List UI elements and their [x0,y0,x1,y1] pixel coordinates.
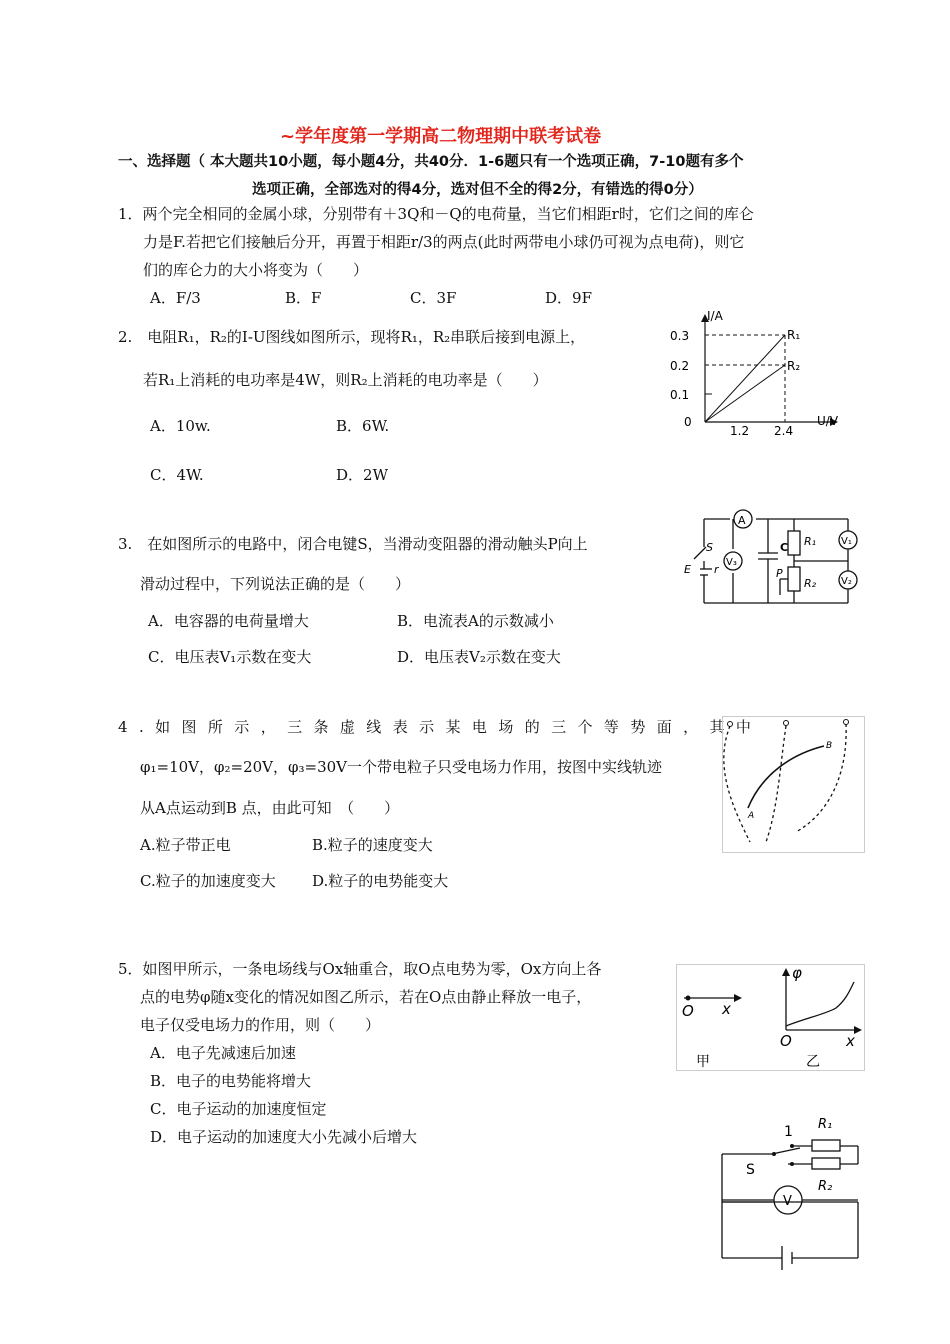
question-1-line2: 力是F.若把它们接触后分开，再置于相距r/3的两点(此时两带电小球仍可视为点电荷)，则它 [143,233,745,251]
y-axis-label: I/A [707,309,723,323]
option-c: C．电压表V₁示数在变大 [148,648,312,666]
iu-graph [660,308,850,440]
x-label-right: x [846,1032,855,1050]
option-a: A．电容器的电荷量增大 [148,612,309,630]
option-b: B．电子的电势能将增大 [150,1072,312,1090]
x-label-left: x [722,1000,731,1018]
option-b: B．电流表A的示数减小 [397,612,554,630]
origin-o-right: O [780,1032,792,1050]
option-c: C.粒子的加速度变大 [140,872,276,890]
question-1-line3: 们的库仑力的大小将变为（ ） [143,261,369,279]
option-a: A．F/3 [150,289,201,307]
option-b: B．F [285,289,322,307]
r2-label: R₂ [818,1179,833,1194]
switch-s-label: S [746,1162,755,1178]
emf-label: E [684,563,691,576]
option-d: D．2W [336,466,388,484]
circuit-diagram-6 [716,1108,866,1278]
potential-figure [676,964,866,1072]
origin-o-left: O [682,1002,694,1020]
origin-label: 0 [684,415,692,429]
question-5-line2: 点的电势φ随x变化的情况如图乙所示，若在O点由静止释放一电子， [140,988,592,1006]
p-label: P [776,567,783,580]
v2-label: V₂ [841,576,852,587]
question-2-line1: 2. 电阻R₁，R₂的I-U图线如图所示，现将R₁，R₂串联后接到电源上， [118,328,586,346]
v1-label: V₁ [841,536,852,547]
option-a: A.粒子带正电 [140,836,231,854]
option-b: B.粒子的速度变大 [312,836,433,854]
option-c: C．电子运动的加速度恒定 [150,1100,327,1118]
y-tick: 0.1 [670,388,690,402]
point-a-label: A [748,811,755,821]
option-b: B．6W. [336,417,390,435]
question-3-line1: 3. 在如图所示的电路中，闭合电键S，当滑动变阻器的滑动触头P向上 [118,535,588,553]
ammeter-label: A [738,514,746,527]
label-yi: 乙 [806,1054,820,1070]
v3-label: V₃ [726,557,737,568]
x-tick: 2.4 [774,424,794,438]
equipotential-figure [722,716,866,854]
circuit-diagram-3 [680,505,870,607]
question-3-line2: 滑动过程中，下列说法正确的是（ ） [140,575,411,593]
capacitor-label: C [780,541,789,554]
switch-label: S [706,541,713,554]
voltmeter-label: V [783,1194,792,1209]
r1-label: R₁ [804,535,817,548]
y-tick: 0.3 [670,329,690,343]
section-heading-line2: 选项正确，全部选对的得4分，选对但不全的得2分，有错选的得0分） [252,182,703,198]
option-d: D．9F [545,289,592,307]
option-a: A．10w. [150,417,211,435]
point-b-label: B [826,741,833,751]
x-axis-label: U/V [817,414,839,428]
option-c: C．3F [410,289,457,307]
question-5-line3: 电子仅受电场力的作用，则（ ） [140,1016,381,1034]
contact-1-label: 1 [784,1124,793,1140]
x-tick: 1.2 [730,424,750,438]
question-2-line2: 若R₁上消耗的电功率是4W，则R₂上消耗的电功率是（ ） [143,371,548,389]
label-jia: 甲 [696,1054,710,1070]
phi-label: φ [792,964,802,982]
question-4-line1: 4.如图所示，三条虚线表示某电场的三个等势面，其中 [118,718,763,736]
page-title: ~学年度第一学期高二物理期中联考试卷 [280,126,602,147]
question-5-line1: 5．如图甲所示，一条电场线与Ox轴重合，取O点电势为零，Ox方向上各 [118,960,602,978]
internal-r-label: r [714,563,719,576]
r2-label: R₂ [804,577,817,590]
option-d: D．电子运动的加速度大小先减小后增大 [150,1128,418,1146]
option-a: A．电子先减速后加速 [150,1044,296,1062]
y-tick: 0.2 [670,359,690,373]
option-c: C．4W. [150,466,204,484]
line-label-r1: R₁ [787,328,801,342]
option-d: D.粒子的电势能变大 [312,872,449,890]
section-heading-line1: 一、选择题（ 本大题共10小题，每小题4分，共40分．1-6题只有一个选项正确，7-10题有多个 [118,154,744,170]
question-1-line1: 1．两个完全相同的金属小球，分别带有＋3Q和－Q的电荷量，当它们相距r时，它们之间的库仑 [118,205,754,223]
question-4-line2: φ₁=10V，φ₂=20V，φ₃=30V一个带电粒子只受电场力作用，按图中实线轨迹 [140,758,663,776]
question-4-line3: 从A点运动到B 点，由此可知 （ ） [140,799,400,817]
line-label-r2: R₂ [787,359,801,373]
r1-label: R₁ [818,1117,833,1132]
option-d: D．电压表V₂示数在变大 [397,648,561,666]
